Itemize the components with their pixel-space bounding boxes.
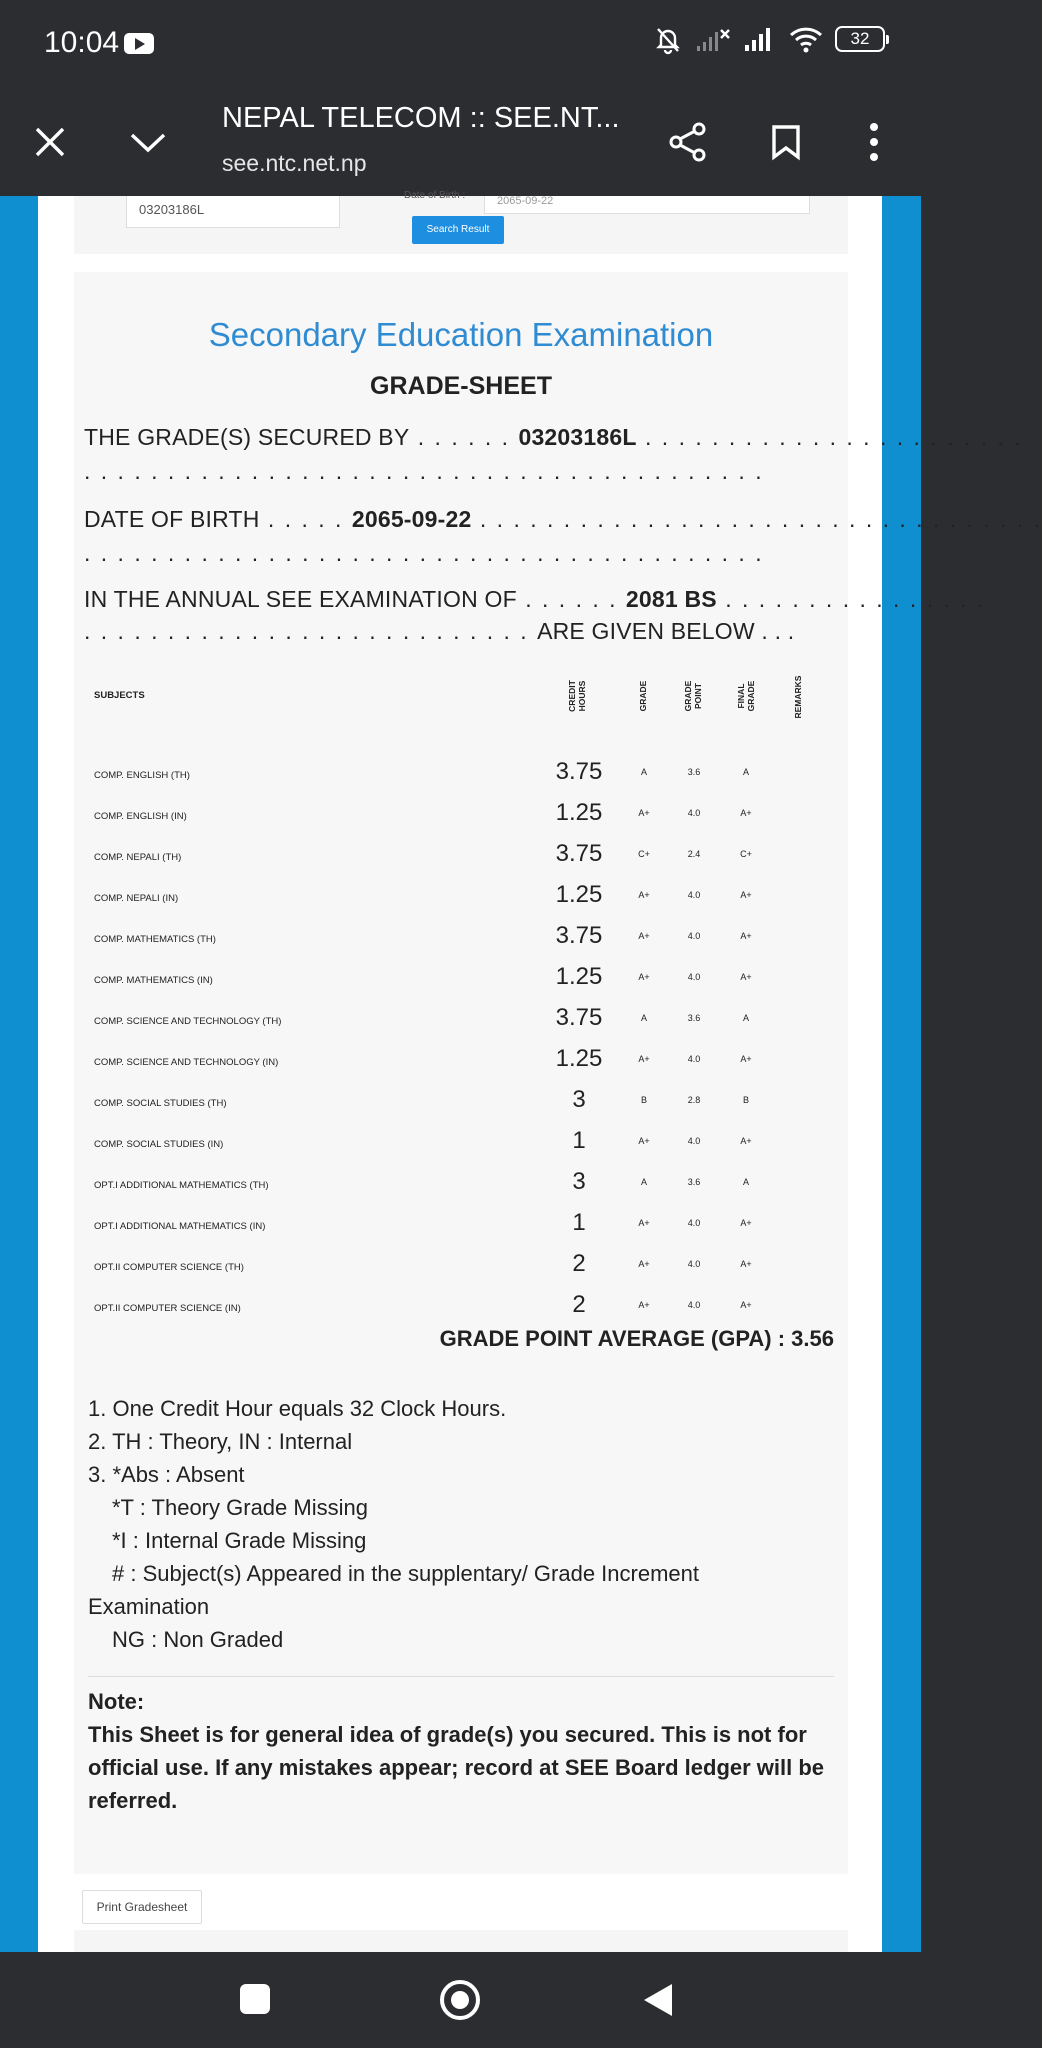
subject-cell: COMP. SCIENCE AND TECHNOLOGY (TH) [94, 1016, 282, 1027]
back-icon[interactable] [644, 1984, 672, 2016]
credit-hours-cell: 2 [572, 1291, 586, 1318]
final-grade-cell: A+ [740, 1300, 752, 1310]
final-grade-cell: A [742, 1177, 749, 1187]
subject-cell: COMP. SCIENCE AND TECHNOLOGY (IN) [94, 1057, 279, 1068]
table-row [74, 1168, 848, 1209]
sheet-heading: Secondary Education Examination [208, 316, 714, 353]
mute-bell-icon [653, 24, 683, 54]
grade-cell: A [640, 1177, 647, 1187]
grade-cell: A+ [638, 1300, 650, 1310]
given-below-line: . . . . . . . . . . . . . . . . . . . . . . . . . . . ARE GIVEN BELOW . . . [84, 618, 795, 644]
table-row [74, 1004, 848, 1045]
col-remarks: REMARKS [793, 675, 803, 719]
chevron-down-icon[interactable] [120, 114, 176, 170]
note-item: # : Subject(s) Appeared in the supplentary/ Grade Increment [112, 1561, 699, 1586]
final-grade-cell: A+ [740, 972, 752, 982]
final-grade-cell: A+ [740, 1054, 752, 1064]
table-row [74, 1086, 848, 1127]
table-row [74, 881, 848, 922]
grade-point-cell: 2.4 [687, 849, 701, 859]
final-grade-cell: B [742, 1095, 749, 1105]
disclaimer-note [88, 1676, 834, 1817]
subject-cell: COMP. MATHEMATICS (IN) [94, 975, 213, 986]
subject-cell: OPT.I ADDITIONAL MATHEMATICS (IN) [94, 1221, 266, 1232]
col-subjects: SUBJECTS [94, 690, 145, 701]
final-grade-cell: A+ [740, 808, 752, 818]
note-title: Note: [88, 1689, 145, 1714]
wifi-icon [789, 25, 823, 53]
grade-point-cell: 3.6 [687, 1177, 701, 1187]
status-icons [653, 24, 885, 54]
note-item: *T : Theory Grade Missing [112, 1495, 368, 1520]
note-item: 3. *Abs : Absent [88, 1462, 245, 1487]
final-grade-cell: A+ [740, 931, 752, 941]
grade-cell: A [640, 767, 647, 777]
web-page [0, 190, 1042, 1952]
exam-line: IN THE ANNUAL SEE EXAMINATION OF . . . . . . 2081 BS . . . . . . . . . . . . . . . . [84, 586, 986, 612]
note-item: 2. TH : Theory, IN : Internal [88, 1429, 353, 1454]
subject-cell: COMP. NEPALI (TH) [94, 852, 182, 863]
credit-hours-cell: 1.25 [555, 963, 603, 990]
search-result-button[interactable]: Search Result [412, 216, 504, 244]
credit-hours-cell: 1.25 [555, 1045, 603, 1072]
sheet-subheading: GRADE-SHEET [370, 372, 552, 400]
grade-point-cell: 4.0 [687, 890, 701, 900]
grade-point-cell: 4.0 [687, 808, 701, 818]
col-final-grade: FINAL GRADE [736, 680, 756, 712]
credit-hours-cell: 3 [572, 1086, 586, 1113]
table-row [74, 922, 848, 963]
final-grade-cell: A [742, 1013, 749, 1023]
subject-cell: OPT.I ADDITIONAL MATHEMATICS (TH) [94, 1180, 269, 1191]
gpa-value: GRADE POINT AVERAGE (GPA) : 3.56 [439, 1326, 834, 1351]
subject-cell: COMP. ENGLISH (IN) [94, 811, 187, 822]
page-content [38, 190, 1042, 1952]
credit-hours-cell: 1.25 [555, 881, 603, 908]
status-bar [0, 0, 921, 88]
share-icon[interactable] [660, 114, 716, 170]
symbol-number-input[interactable]: 03203186L [126, 196, 340, 228]
dob-input[interactable]: 2065-09-22 [484, 196, 810, 214]
grade-cell: A+ [638, 808, 650, 818]
page-title[interactable]: NEPAL TELECOM :: SEE.NT... [222, 102, 620, 134]
table-row [74, 758, 848, 799]
dob-line: DATE OF BIRTH . . . . . 2065-09-22 . . . . . . . . . . . . . . . . . . . . . . . . . . . . . . . . . . [84, 506, 1042, 532]
legend-notes [88, 1392, 838, 1656]
grade-cell: A+ [638, 972, 650, 982]
grade-point-cell: 2.8 [687, 1095, 701, 1105]
recent-apps-icon[interactable] [240, 1984, 270, 2014]
home-icon[interactable] [440, 1980, 480, 2020]
grade-cell: B [640, 1095, 647, 1105]
final-grade-cell: A+ [740, 1136, 752, 1146]
final-grade-cell: A+ [740, 1259, 752, 1269]
signal-weak-icon [695, 26, 731, 52]
table-row [74, 840, 848, 881]
symbol-number: 03203186L [518, 424, 637, 450]
table-row [74, 1045, 848, 1086]
grade-cell: A+ [638, 1259, 650, 1269]
battery-icon: 32 [835, 26, 885, 52]
grade-point-cell: 3.6 [687, 767, 701, 777]
grade-point-cell: 3.6 [687, 1013, 701, 1023]
subject-cell: COMP. ENGLISH (TH) [94, 770, 190, 781]
system-nav-bar [0, 1952, 921, 2048]
final-grade-cell: A+ [740, 890, 752, 900]
col-grade: GRADE [638, 680, 648, 712]
grade-point-cell: 4.0 [687, 931, 701, 941]
bookmark-icon[interactable] [758, 114, 814, 170]
grade-point-cell: 4.0 [687, 1054, 701, 1064]
grade-cell: C+ [638, 849, 650, 859]
note-item: *I : Internal Grade Missing [112, 1528, 367, 1553]
search-form [74, 190, 848, 254]
subject-cell: COMP. SOCIAL STUDIES (IN) [94, 1139, 224, 1150]
credit-hours-cell: 3.75 [555, 758, 603, 785]
grade-point-cell: 4.0 [687, 972, 701, 982]
table-row [74, 1209, 848, 1250]
note-item: 1. One Credit Hour equals 32 Clock Hours. [88, 1396, 507, 1421]
subject-cell: COMP. SOCIAL STUDIES (TH) [94, 1098, 227, 1109]
table-row [74, 963, 848, 1004]
dot-leader: . . . . . . . . . . . . . . . . . . . . . . . . . . . . . . . . . . . . . . . . . [84, 458, 764, 484]
print-gradesheet-button[interactable]: Print Gradesheet [82, 1890, 202, 1924]
credit-hours-cell: 1 [572, 1209, 586, 1236]
credit-hours-cell: 1 [572, 1127, 586, 1154]
page-url[interactable]: see.ntc.net.np [222, 150, 367, 176]
secured-by-label: THE GRADE(S) SECURED BY [84, 424, 410, 450]
dob-sheet-label: DATE OF BIRTH [84, 506, 260, 532]
grade-cell: A+ [638, 1218, 650, 1228]
credit-hours-cell: 3 [572, 1168, 586, 1195]
credit-hours-cell: 2 [572, 1250, 586, 1277]
grade-cell: A+ [638, 1054, 650, 1064]
grade-point-cell: 4.0 [687, 1218, 701, 1228]
status-time: 10:04 [44, 26, 120, 59]
credit-hours-cell: 3.75 [555, 1004, 603, 1031]
close-icon[interactable] [22, 114, 78, 170]
signal-strong-icon [743, 26, 777, 52]
exam-year: 2081 BS [625, 586, 717, 612]
media-notification-icon [124, 33, 154, 54]
final-grade-cell: C+ [740, 849, 752, 859]
note-body: This Sheet is for general idea of grade(s) you secured. This is not for official use. If any mistakes appear; record at SEE Board ledger will be referred. [88, 1722, 825, 1813]
table-row [74, 799, 848, 840]
subject-cell: OPT.II COMPUTER SCIENCE (TH) [94, 1262, 244, 1273]
grade-cell: A+ [638, 1136, 650, 1146]
credit-hours-cell: 1.25 [555, 799, 603, 826]
grade-sheet [74, 272, 1042, 1874]
grade-cell: A+ [638, 890, 650, 900]
credit-hours-cell: 3.75 [555, 840, 603, 867]
col-grade-point: GRADE POINT [683, 680, 703, 712]
final-grade-cell: A [742, 767, 749, 777]
more-options-icon[interactable] [846, 114, 902, 170]
grade-point-cell: 4.0 [687, 1300, 701, 1310]
table-row [74, 1250, 848, 1291]
browser-toolbar [0, 88, 921, 196]
subject-cell: COMP. MATHEMATICS (TH) [94, 934, 216, 945]
credit-hours-cell: 3.75 [555, 922, 603, 949]
exam-label: IN THE ANNUAL SEE EXAMINATION OF [84, 586, 517, 612]
dob-value: 2065-09-22 [351, 506, 472, 532]
col-credit-hours: CREDIT HOURS [567, 680, 587, 712]
note-item: NG : Non Graded [112, 1627, 284, 1652]
note-item: Examination [88, 1594, 210, 1619]
subject-cell: COMP. NEPALI (IN) [94, 893, 179, 904]
grade-point-cell: 4.0 [687, 1136, 701, 1146]
secured-by-line: THE GRADE(S) SECURED BY . . . . . . 03203186L . . . . . . . . . . . . . . . . . . . . . . . [84, 424, 1023, 450]
grade-cell: A+ [638, 931, 650, 941]
table-row [74, 1127, 848, 1168]
given-below-text: ARE GIVEN BELOW . . . [537, 618, 795, 644]
grade-point-cell: 4.0 [687, 1259, 701, 1269]
dot-leader: . . . . . . . . . . . . . . . . . . . . . . . . . . . . . . . . . . . . . . . . . [84, 540, 764, 566]
dob-label: Date of Birth : [404, 190, 466, 201]
final-grade-cell: A+ [740, 1218, 752, 1228]
grade-cell: A [640, 1013, 647, 1023]
subject-cell: OPT.II COMPUTER SCIENCE (IN) [94, 1303, 241, 1314]
